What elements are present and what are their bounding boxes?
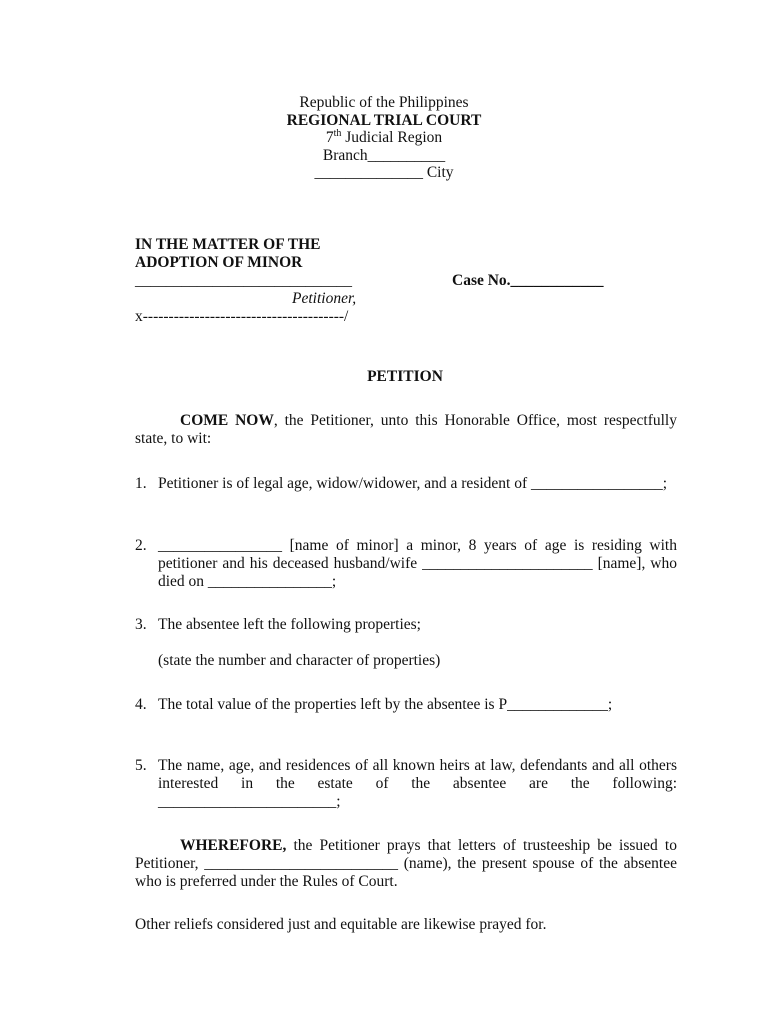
intro-text: , the Petitioner, unto this Honorable Office, most respectfully state, to wit: [135, 412, 677, 447]
item-number: 5. [135, 757, 147, 774]
case-number: Case No.____________ [452, 272, 604, 289]
item-text: The total value of the properties left by the absentee is P_____________; [158, 696, 613, 713]
item-number: 4. [135, 696, 147, 713]
branch-line: Branch__________ [322, 146, 446, 164]
intro-paragraph [135, 412, 677, 448]
caption-line-2: ADOPTION OF MINOR [135, 254, 303, 271]
other-reliefs: Other reliefs considered just and equitable are likewise prayed for. [135, 916, 547, 933]
item-text: The name, age, and residences of all known heirs at law, defendants and all others interested in the estate of the absentee are the following: _______________________; [158, 757, 677, 810]
city-line: ______________ City [314, 164, 454, 181]
item-number: 3. [135, 616, 147, 633]
list-item [135, 616, 677, 670]
wherefore-paragraph [135, 837, 677, 891]
item-number: 1. [135, 475, 147, 492]
list-item [135, 537, 677, 591]
region-ordinal: th [333, 127, 342, 139]
list-item [135, 757, 677, 811]
caption-separator: x---------------------------------------/ [135, 308, 349, 325]
item-text: ________________ [name of minor] a minor, 8 years of age is residing with petitioner and his deceased husband/wife ______________________ [name], who died on ________________; [158, 537, 677, 590]
region-number: 7 [325, 129, 334, 146]
caption-blank-row [135, 272, 695, 290]
court-header [0, 94, 768, 182]
wherefore-text: the Petitioner prays that letters of trusteeship be issued to Petitioner, _________________________ (name), the present spouse of the absentee who is preferred under the Rules of Court. [135, 837, 677, 890]
item-text: Petitioner is of legal age, widow/widower, and a resident of _________________; [158, 475, 668, 492]
item-text: The absentee left the following properties; [158, 616, 421, 633]
list-item [135, 475, 677, 493]
document-title: PETITION [367, 368, 443, 385]
wherefore-bold: WHEREFORE, [180, 837, 287, 854]
court-name: REGIONAL TRIAL COURT [286, 111, 482, 129]
item-number: 2. [135, 537, 147, 554]
republic-line: Republic of the Philippines [299, 94, 469, 111]
case-caption [135, 236, 695, 326]
petitioner-label: Petitioner, [292, 290, 357, 307]
caption-line-1: IN THE MATTER OF THE [135, 236, 321, 253]
item-subtext: (state the number and character of properties) [158, 652, 441, 669]
intro-bold: COME NOW [180, 412, 274, 429]
petitioner-name-blank: ____________________________ [135, 272, 352, 289]
judicial-region [0, 129, 768, 147]
list-item [135, 696, 677, 714]
region-label: Judicial Region [341, 129, 443, 146]
